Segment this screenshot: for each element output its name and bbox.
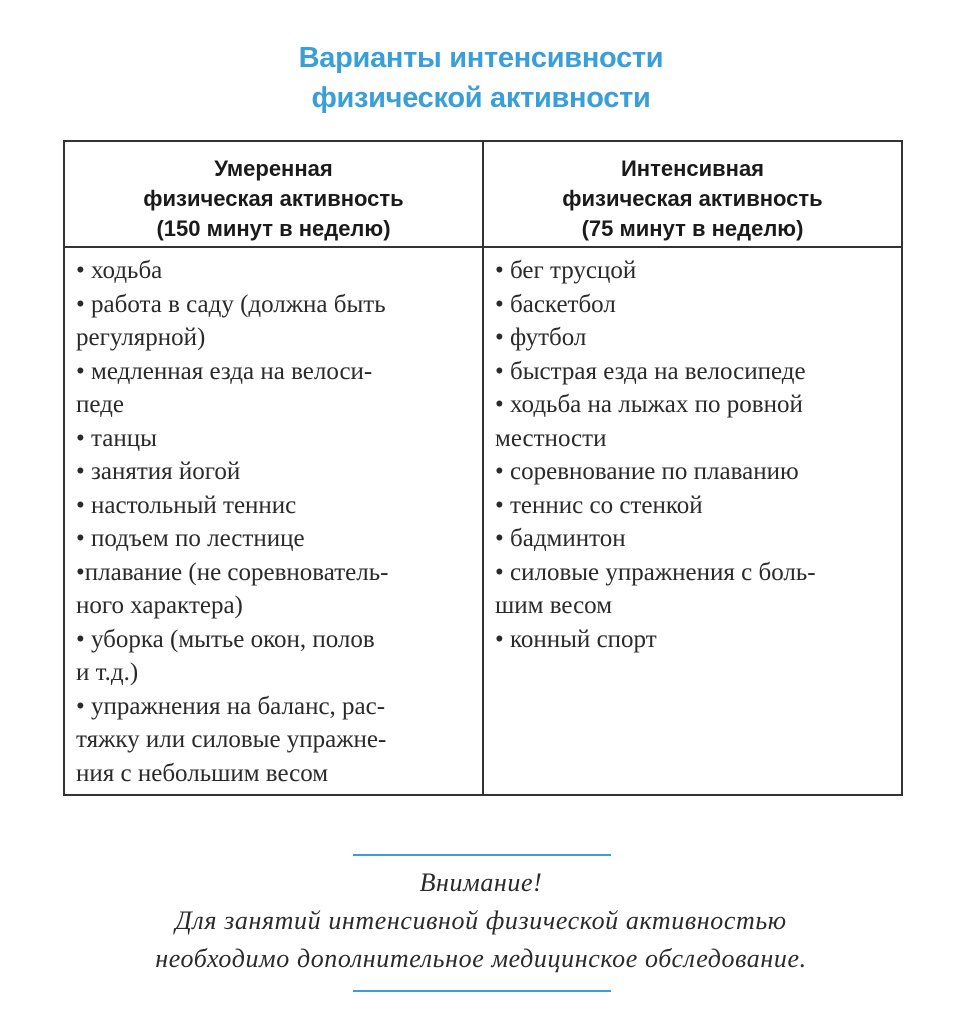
list-item: • уборка (мытье окон, полов (76, 625, 375, 653)
list-item: и т.д.) (76, 659, 139, 686)
list-item: • упражнения на баланс, рас- (76, 692, 386, 720)
list-item: • быстрая езда на велосипеде (495, 357, 806, 385)
warning-line-1: Для занятий интенсивной физической активностью (175, 906, 787, 935)
list-item: • соревнование по плаванию (495, 458, 799, 485)
header-line: Умеренная (214, 156, 333, 181)
page-title-line-1: Варианты интенсивности (298, 42, 664, 74)
list-item: регулярной) (76, 324, 206, 351)
list-item: местности (495, 424, 607, 452)
list-item: • силовые упражнения с боль- (495, 558, 816, 586)
page-title (0, 38, 962, 118)
note-top-divider (353, 854, 611, 856)
activity-table (63, 140, 903, 796)
list-item: • ходьба (76, 257, 163, 284)
list-item: • конный спорт (495, 625, 657, 653)
header-line: Интенсивная (620, 156, 765, 181)
warning-note (0, 864, 962, 978)
list-item: • футбол (495, 324, 587, 351)
note-bottom-divider (353, 990, 611, 992)
list-item: • медленная езда на велоси- (76, 357, 373, 385)
header-line: (75 минут в неделю) (581, 216, 804, 241)
moderate-column-header (64, 141, 483, 247)
list-item: • занятия йогой (76, 458, 241, 485)
warning-line-2: необходимо дополнительное медицинское обследование. (155, 944, 807, 973)
vigorous-activities-list (483, 247, 902, 795)
list-item: • бадминтон (495, 525, 626, 552)
list-item: • работа в саду (должна быть (76, 290, 386, 318)
list-item: ного характера) (76, 592, 243, 619)
list-item: • баскетбол (495, 290, 616, 318)
list-item: шим весом (495, 592, 613, 619)
list-item: • подъем по лестнице (76, 525, 305, 552)
header-line: физическая активность (562, 186, 823, 211)
list-item: педе (76, 391, 124, 418)
list-item: • теннис со стенкой (495, 491, 703, 519)
list-item: тяжку или силовые упражне- (76, 726, 387, 753)
table-header-row (64, 141, 902, 247)
list-item: • бег трусцой (495, 257, 637, 284)
header-line: (150 минут в неделю) (156, 216, 391, 241)
list-item: •плавание (не соревнователь- (76, 558, 389, 586)
vigorous-column-header (483, 141, 902, 247)
moderate-activities-list (64, 247, 483, 795)
list-item: • танцы (76, 424, 157, 452)
list-item: ния с небольшим весом (76, 759, 329, 787)
list-item: • настольный теннис (76, 491, 297, 519)
list-item: • ходьба на лыжах по ровной (495, 391, 803, 418)
warning-heading: Внимание! (419, 868, 543, 897)
page-title-line-2: физической активности (311, 82, 651, 114)
table-body-row (64, 247, 902, 795)
header-line: физическая активность (143, 186, 404, 211)
